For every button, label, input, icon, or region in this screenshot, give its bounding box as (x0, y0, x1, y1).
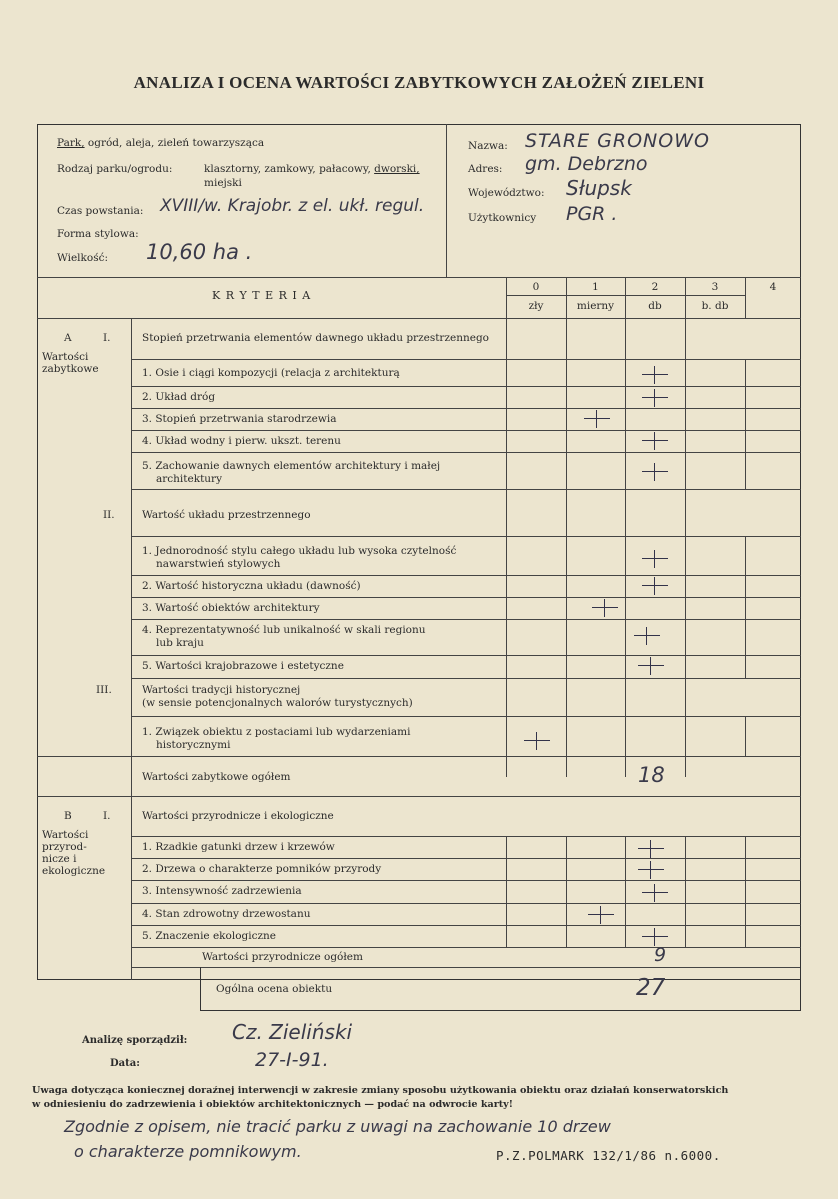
score-mark-g1-2 (640, 388, 670, 408)
col-line-4-c (745, 716, 746, 756)
score-mark-b-1 (636, 839, 666, 859)
nazwa-label: Nazwa: (468, 140, 508, 152)
printer-code: P.Z.POLMARK 132/1/86 n.6000. (496, 1148, 721, 1163)
b-item-5: 5. Znaczenie ekologiczne (142, 930, 277, 942)
section-a-roman-1: I. (103, 332, 111, 344)
score-mark-b-3 (640, 883, 670, 903)
rodzaj-options: klasztorny, zamkowy, pałacowy, dworski, (204, 163, 420, 175)
section-b-side-2: przyrod- (42, 841, 87, 853)
handwritten-note-1: Zgodnie z opisem, nie tracić parku z uwagi na zachowanie 10 drzew (64, 1117, 611, 1136)
row-line (131, 947, 801, 948)
row-line (131, 386, 801, 387)
row-line (131, 408, 801, 409)
uzytkownicy-value: PGR . (566, 203, 618, 225)
section-a-roman-2: II. (103, 509, 115, 521)
score-mark-g2-5 (636, 656, 666, 676)
score-mark-g1-1 (640, 365, 670, 385)
score-mark-b-2 (636, 860, 666, 880)
section-a-total-value: 18 (638, 763, 665, 787)
section-a-side-2: zabytkowe (42, 363, 99, 375)
data-value: 27-I-91. (255, 1049, 329, 1071)
section-a-side-1: Wartości (42, 351, 89, 363)
analiza-value: Cz. Zieliński (232, 1020, 353, 1044)
g1-item-5-line2: architektury (156, 473, 223, 485)
score-mark-g1-3 (582, 409, 612, 429)
section-b-side-3: nicze i (42, 853, 77, 865)
score-mark-g2-2 (640, 576, 670, 596)
row-line (131, 716, 801, 717)
row-line (131, 858, 801, 859)
col-line-1 (566, 277, 567, 777)
row-line (131, 903, 801, 904)
score-col-0-num: 0 (532, 281, 540, 293)
criteria-header-bottom (37, 318, 801, 319)
g2-item-1-line2: nawarstwień stylowych (156, 558, 281, 570)
g2-item-3: 3. Wartość obiektów architektury (142, 602, 320, 614)
section-b-side-4: ekologiczne (42, 865, 106, 877)
overall-label: Ogólna ocena obiektu (216, 983, 333, 995)
g1-item-2: 2. Układ dróg (142, 391, 216, 403)
group3-title-2: (w sensie potencjonalnych walorów turystycznych) (142, 697, 413, 709)
rodzaj-label: Rodzaj parku/ogrodu: (57, 163, 173, 175)
b-item-2: 2. Drzewa o charakterze pomników przyrody (142, 863, 382, 875)
wojewodztwo-label: Województwo: (468, 187, 545, 199)
adres-label: Adres: (468, 163, 503, 175)
section-b-total-value: 9 (654, 944, 667, 966)
data-label: Data: (110, 1058, 140, 1069)
col-line-2 (625, 277, 626, 777)
b-col-line (745, 836, 746, 947)
score-col-4-num: 4 (769, 281, 777, 293)
col-line-4-a (745, 359, 746, 489)
header-bottom-line (37, 277, 801, 278)
b-col-line (566, 836, 567, 947)
g2-item-2: 2. Wartość historyczna układu (dawność) (142, 580, 361, 592)
overall-value: 27 (636, 975, 666, 1001)
section-b-side-1: Wartości (42, 829, 89, 841)
g1-item-1: 1. Osie i ciągi kompozycji (relacja z architekturą (142, 367, 400, 379)
row-line (131, 655, 801, 656)
section-b-roman: I. (103, 810, 111, 822)
wielkosc-label: Wielkość: (57, 252, 109, 264)
g3-item-1-line2: historycznymi (156, 739, 231, 751)
score-col-1-label: mierny (576, 300, 615, 312)
adres-value: gm. Debrzno (525, 153, 648, 175)
park-type-park: Park, ogród, aleja, zieleń towarzysząca (57, 137, 265, 149)
group2-title: Wartość układu przestrzennego (142, 509, 311, 521)
score-col-2-num: 2 (651, 281, 659, 293)
g2-item-5: 5. Wartości krajobrazowe i estetyczne (142, 660, 344, 672)
col-line-0 (506, 277, 507, 777)
score-mark-g1-4 (640, 431, 670, 451)
group1-title: Stopień przetrwania elementów dawnego układu przestrzennego (142, 332, 489, 344)
section-b-group-title: Wartości przyrodnicze i ekologiczne (142, 810, 334, 822)
section-a-roman-3: III. (96, 684, 112, 696)
score-mark-g2-3 (590, 598, 620, 618)
analiza-label: Analizę sporządził: (82, 1035, 188, 1046)
b-item-1: 1. Rzadkie gatunki drzew i krzewów (142, 841, 335, 853)
b-col-line (625, 836, 626, 947)
form-title: ANALIZA I OCENA WARTOŚCI ZABYTKOWYCH ZAŁOŻEŃ ZIELENI (133, 73, 705, 92)
g1-item-4: 4. Układ wodny i pierw. ukszt. terenu (142, 435, 341, 447)
row-line (37, 756, 801, 757)
row-line (131, 536, 801, 537)
section-a-total-label: Wartości zabytkowe ogółem (142, 771, 291, 783)
g2-item-4: 4. Reprezentatywność lub unikalność w skali regionu (142, 624, 426, 636)
b-item-4: 4. Stan zdrowotny drzewostanu (142, 908, 311, 920)
row-line (131, 575, 801, 576)
uzytkownicy-label: Użytkownicy (468, 212, 537, 224)
row-line (131, 836, 801, 837)
section-b-letter: B (64, 810, 72, 822)
g1-line-top (131, 359, 801, 360)
wielkosc-value: 10,60 ha . (146, 240, 253, 264)
score-col-1-num: 1 (592, 281, 599, 293)
nazwa-value: STARE GRONOWO (525, 130, 710, 152)
handwritten-note-2: o charakterze pomnikowym. (74, 1142, 302, 1161)
wojewodztwo-value: Słupsk (566, 176, 632, 200)
score-col-0-label: zły (528, 300, 544, 312)
kryteria-label: K R Y T E R I A (212, 289, 312, 302)
uwaga-line-2: w odniesieniu do zadrzewienia i obiektów architektonicznych — podać na odwrocie karty! (32, 1099, 513, 1110)
czas-label: Czas powstania: (57, 205, 144, 217)
row-line (131, 452, 801, 453)
row-line (131, 489, 801, 490)
row-line (131, 619, 801, 620)
score-mark-g3-1 (522, 731, 552, 751)
section-divider (37, 796, 801, 797)
forma-label: Forma stylowa: (57, 228, 139, 240)
score-col-3-num: 3 (711, 281, 719, 293)
row-line (131, 430, 801, 431)
b-item-3: 3. Intensywność zadrzewienia (142, 885, 302, 897)
score-mark-g2-4 (632, 626, 662, 646)
header-divider (446, 124, 447, 278)
row-line (131, 925, 801, 926)
g2-item-4-line2: lub kraju (156, 637, 204, 649)
score-mark-g2-1 (640, 549, 670, 569)
g1-item-5: 5. Zachowanie dawnych elementów architektury i małej (142, 460, 441, 472)
col-line-4-b (745, 536, 746, 678)
score-col-2-label: db (648, 300, 662, 312)
rodzaj-options-2: miejski (204, 177, 242, 189)
row-line (131, 880, 801, 881)
group3-title-1: Wartości tradycji historycznej (142, 684, 301, 696)
g2-item-1: 1. Jednorodność stylu całego układu lub wysoka czytelność (142, 545, 457, 557)
uwaga-line-1: Uwaga dotycząca koniecznej doraźnej interwencji w zakresie zmiany sposobu użytkowania obiektu oraz działań konserwatorskich (32, 1085, 729, 1096)
g1-item-3: 3. Stopień przetrwania starodrzewia (142, 413, 337, 425)
czas-value: XVIII/w. Krajobr. z el. ukł. regul. (160, 196, 425, 216)
score-col-3-label: b. db (701, 300, 729, 312)
b-col-line (506, 836, 507, 947)
section-a-letter: A (64, 332, 72, 344)
g3-item-1: 1. Związek obiektu z postaciami lub wydarzeniami (142, 726, 411, 738)
score-mark-b-4 (586, 905, 616, 925)
section-b-total-label: Wartości przyrodnicze ogółem (202, 951, 363, 963)
row-line (131, 678, 801, 679)
b-col-line (685, 836, 686, 947)
score-mark-g1-5 (640, 462, 670, 482)
row-line (131, 597, 801, 598)
col-line-3 (685, 277, 686, 777)
